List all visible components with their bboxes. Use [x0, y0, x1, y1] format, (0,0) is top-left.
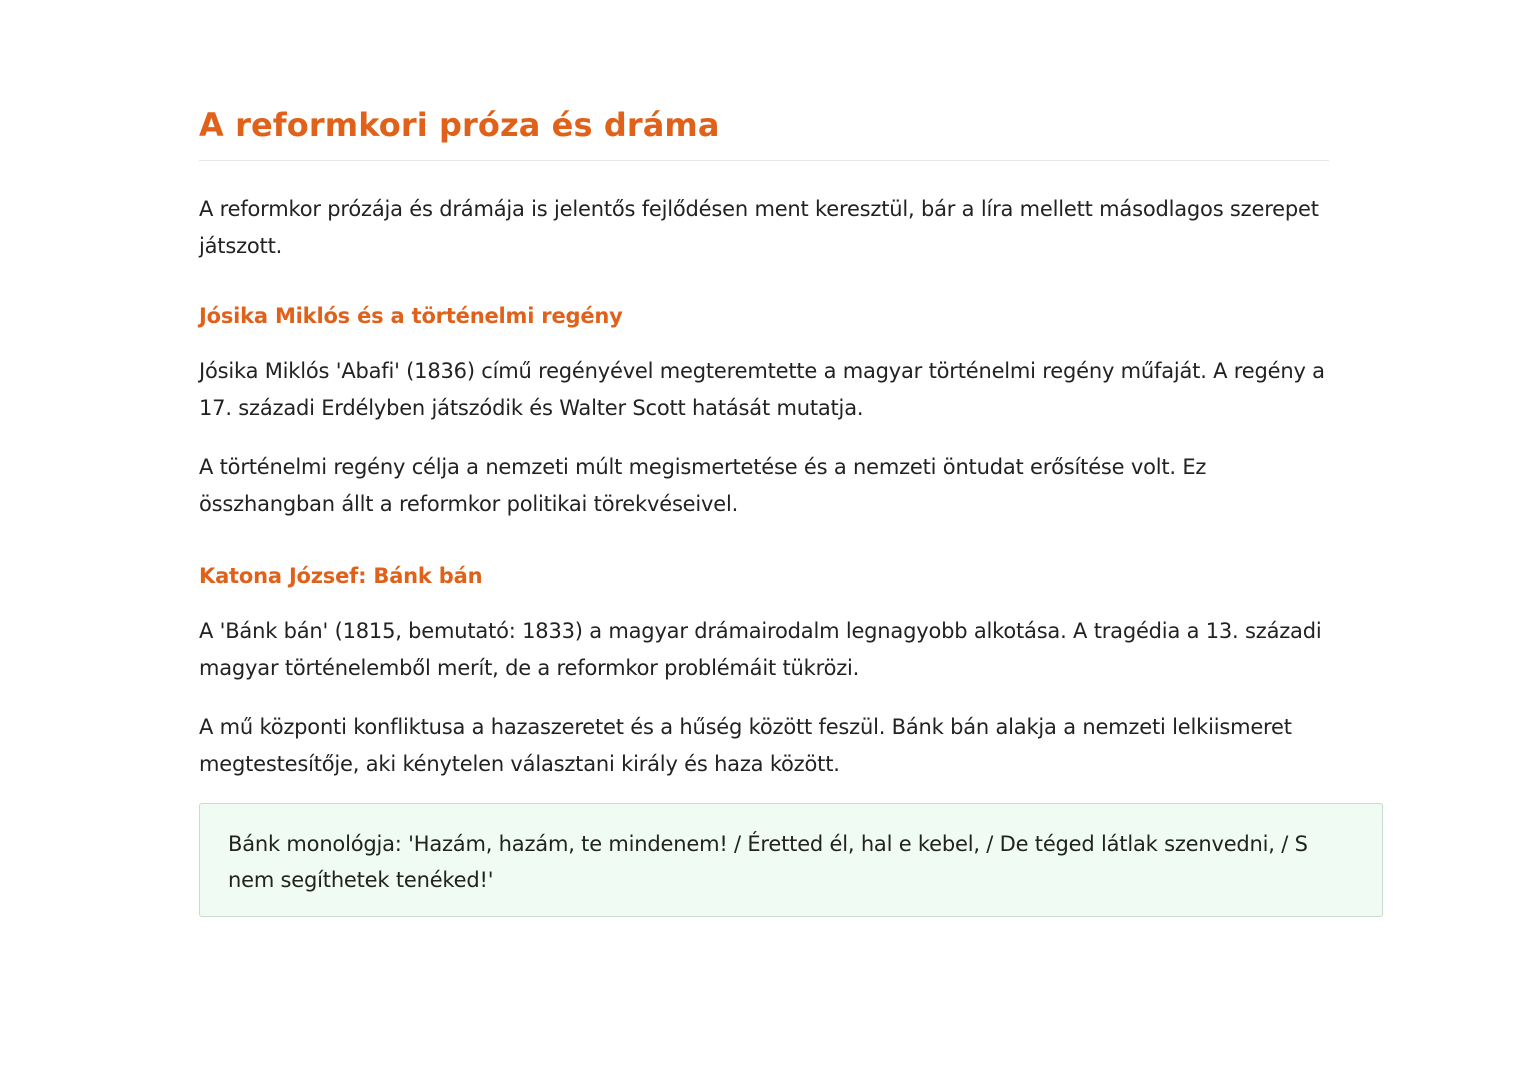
quote-text: Bánk monológja: 'Hazám, hazám, te mindenem! / Éretted él, hal e kebel, / De téged látlak szenvedni, / S nem segíthetek tenéked!' — [228, 832, 1308, 892]
section-heading-katona: Katona József: Bánk bán — [199, 564, 483, 588]
article — [199, 100, 1329, 783]
page-title: A reformkori próza és dráma — [199, 106, 720, 144]
section-heading-josika: Jósika Miklós és a történelmi regény — [199, 304, 623, 328]
paragraph-bank-ban-intro: A 'Bánk bán' (1815, bemutató: 1833) a magyar drámairodalm legnagyobb alkotása. A tragédia a 13. századi magyar történelemből merít, de a reformkor problémáit tükrözi. — [199, 619, 1322, 680]
paragraph-bank-ban-conflict: A mű központi konfliktusa a hazaszeretet és a hűség között feszül. Bánk bán alakja a nemzeti lelkiismeret megtestesítője, aki kénytelen választani király és haza között. — [199, 715, 1292, 776]
title-divider — [199, 160, 1329, 161]
paragraph-josika-abafi: Jósika Miklós 'Abafi' (1836) című regényével megteremtette a magyar történelmi regény műfaját. A regény a 17. századi Erdélyben játszódik és Walter Scott hatását mutatja. — [199, 359, 1325, 420]
intro-paragraph: A reformkor prózája és drámája is jelentős fejlődésen ment keresztül, bár a líra mellett másodlagos szerepet játszott. — [199, 197, 1319, 258]
quote-box — [199, 803, 1383, 917]
paragraph-josika-purpose: A történelmi regény célja a nemzeti múlt megismertetése és a nemzeti öntudat erősítése volt. Ez összhangban állt a reformkor politikai törekvéseivel. — [199, 455, 1207, 516]
